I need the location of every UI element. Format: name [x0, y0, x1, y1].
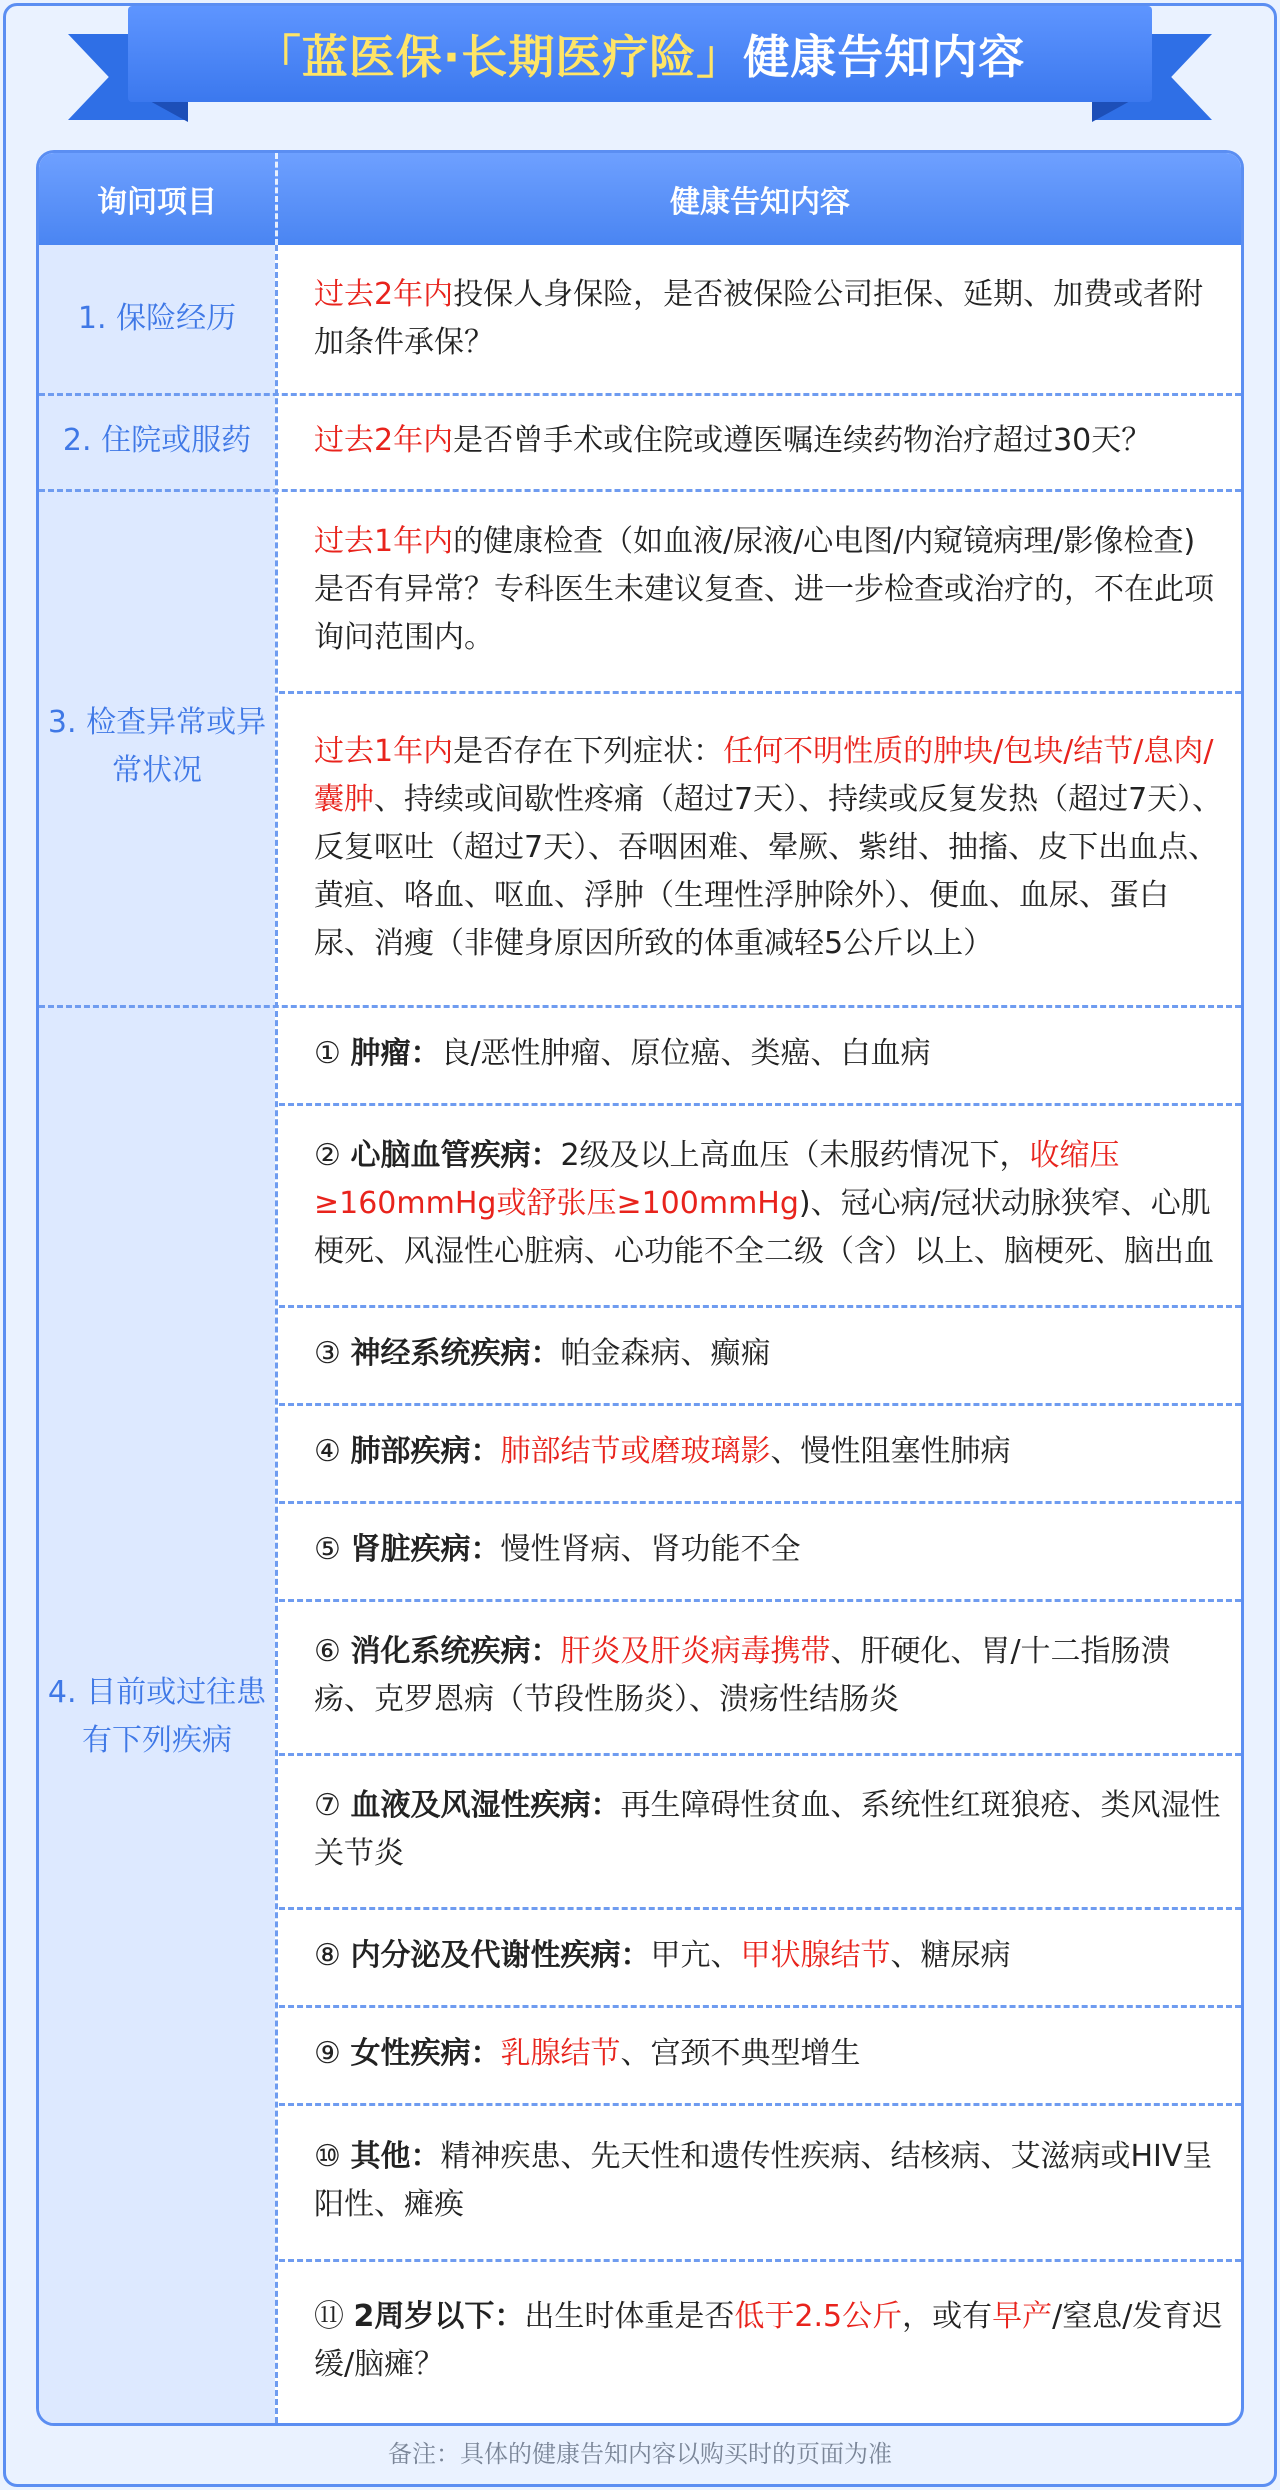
- item-number: ⑤: [314, 1532, 341, 1567]
- item-text: 再生障碍性贫血、系统性红斑狼疮、类风湿性关节炎: [314, 1788, 1221, 1871]
- highlight-text: 过去1年内: [314, 524, 454, 559]
- disease-item: [314, 1599, 1224, 1753]
- answer-cell: [314, 691, 1224, 1005]
- item-label: 肺部疾病：: [350, 1434, 501, 1469]
- item-text: ，或有: [902, 2299, 993, 2334]
- highlight-text: 低于2.5公斤: [734, 2299, 903, 2334]
- health-disclosure-table: [36, 150, 1244, 2426]
- item-text: 帕金森病、癫痫: [560, 1336, 771, 1371]
- item-label: 神经系统疾病：: [350, 1336, 561, 1371]
- title-suffix: 健康告知内容: [743, 30, 1026, 84]
- item-label: 消化系统疾病：: [350, 1634, 561, 1669]
- item-number: ⑨: [314, 2036, 341, 2071]
- item-number: ⑥: [314, 1634, 341, 1669]
- title-bracket-open: 「: [254, 30, 302, 84]
- disease-item: [314, 1403, 1224, 1501]
- answer-cell: [314, 245, 1224, 393]
- item-label: 肾脏疾病：: [350, 1532, 501, 1567]
- header-col-question: 询问项目: [97, 185, 217, 220]
- highlight-text: 肝炎及肝炎病毒携带: [560, 1634, 831, 1669]
- item-number: ②: [314, 1138, 341, 1173]
- item-text: 慢性肾病、肾功能不全: [500, 1532, 801, 1567]
- disease-item: [314, 2005, 1224, 2103]
- table-header: [39, 153, 1241, 245]
- item-label: 其他：: [350, 2139, 441, 2174]
- highlight-text: 收缩压≥160mmHg或舒张压≥100mmHg: [314, 1138, 1120, 1221]
- answer-text: 是否存在下列症状：: [453, 734, 724, 769]
- highlight-text: 肺部结节或磨玻璃影: [500, 1434, 771, 1469]
- answer-text: 投保人身保险，是否被保险公司拒保、延期、加费或者附加条件承保？: [314, 277, 1204, 360]
- disease-item: [314, 1103, 1224, 1305]
- item-text: 出生时体重是否: [524, 2299, 735, 2334]
- disease-item: [314, 2259, 1224, 2423]
- item-label: 肿瘤：: [350, 1036, 441, 1071]
- item-number: ⑩: [314, 2139, 341, 2174]
- item-text: 、糖尿病: [890, 1938, 1011, 1973]
- item-number: ①: [314, 1036, 341, 1071]
- answer-text: 是否曾手术或住院或遵医嘱连续药物治疗超过30天？: [453, 423, 1152, 458]
- disease-item: [314, 2103, 1224, 2259]
- disease-item: [314, 1753, 1224, 1907]
- highlight-text: 甲状腺结节: [740, 1938, 891, 1973]
- item-number: ⑦: [314, 1788, 341, 1823]
- item-text: 精神疾患、先天性和遗传性疾病、结核病、艾滋病或HIV呈阳性、瘫痪: [314, 2139, 1213, 2222]
- disease-item: [314, 1305, 1224, 1403]
- item-text: 2级及以上高血压（未服药情况下，: [560, 1138, 1030, 1173]
- header-divider: [275, 153, 278, 245]
- item-text: /窒息/发育迟缓/脑瘫？: [314, 2299, 1223, 2382]
- question-cell: 2. 住院或服药: [62, 423, 252, 458]
- highlight-text: 过去2年内: [314, 423, 454, 458]
- answer-cell: [314, 393, 1224, 489]
- item-label: 血液及风湿性疾病：: [350, 1788, 621, 1823]
- header-col-content: 健康告知内容: [670, 185, 850, 220]
- title-banner: [0, 0, 1280, 140]
- highlight-text: 乳腺结节: [500, 2036, 621, 2071]
- item-label: 女性疾病：: [350, 2036, 501, 2071]
- disease-item: [314, 1005, 1224, 1103]
- column-divider: [275, 245, 278, 2423]
- title-bracket-close: 」: [696, 30, 744, 84]
- footnote: 备注：具体的健康告知内容以购买时的页面为准: [388, 2440, 892, 2468]
- title-product: 蓝医保·长期医疗险: [301, 30, 697, 84]
- item-text: 良/恶性肿瘤、原位癌、类癌、白血病: [440, 1036, 931, 1071]
- disease-item: [314, 1907, 1224, 2005]
- page-title: [128, 6, 1152, 102]
- item-text: 甲亢、: [650, 1938, 741, 1973]
- highlight-text: 任何不明性质的肿块/包块/结节/息肉/囊肿: [314, 734, 1214, 817]
- question-cell: 3. 检查异常或异常状况: [47, 705, 267, 788]
- item-number: ④: [314, 1434, 341, 1469]
- answer-cell: [314, 489, 1224, 691]
- item-label: 心脑血管疾病：: [350, 1138, 561, 1173]
- item-number: ③: [314, 1336, 341, 1371]
- answer-text: 、持续或间歇性疼痛（超过7天）、持续或反复发热（超过7天）、反复呕吐（超过7天）、吞咽困难、晕厥、紫绀、抽搐、皮下出血点、黄疸、咯血、呕血、浮肿（生理性浮肿除外）、便血、血尿、蛋白尿、消瘦（非健身原因所致的体重减轻5公斤以上）: [314, 782, 1223, 961]
- answer-text: 的健康检查（如血液/尿液/心电图/内窥镜病理/影像检查)是否有异常？专科医生未建议复查、进一步检查或治疗的，不在此项询问范围内。: [314, 524, 1214, 655]
- item-label: 2周岁以下：: [353, 2299, 525, 2334]
- question-cell: 4. 目前或过往患有下列疾病: [47, 1675, 267, 1758]
- question-cell: 1. 保险经历: [77, 301, 237, 336]
- highlight-text: 过去1年内: [314, 734, 454, 769]
- highlight-text: 早产: [992, 2299, 1053, 2334]
- item-text: )、冠心病/冠状动脉狭窄、心肌梗死、风湿性心脏病、心功能不全二级（含）以上、脑梗死、脑出血: [314, 1186, 1214, 1269]
- highlight-text: 过去2年内: [314, 277, 454, 312]
- item-text: 、慢性阻塞性肺病: [770, 1434, 1011, 1469]
- item-number: ⑧: [314, 1938, 341, 1973]
- item-number: ⑪: [314, 2299, 344, 2334]
- item-label: 内分泌及代谢性疾病：: [350, 1938, 651, 1973]
- disease-item: [314, 1501, 1224, 1599]
- item-text: 、宫颈不典型增生: [620, 2036, 861, 2071]
- item-text: 、肝硬化、胃/十二指肠溃疡、克罗恩病（节段性肠炎）、溃疡性结肠炎: [314, 1634, 1171, 1717]
